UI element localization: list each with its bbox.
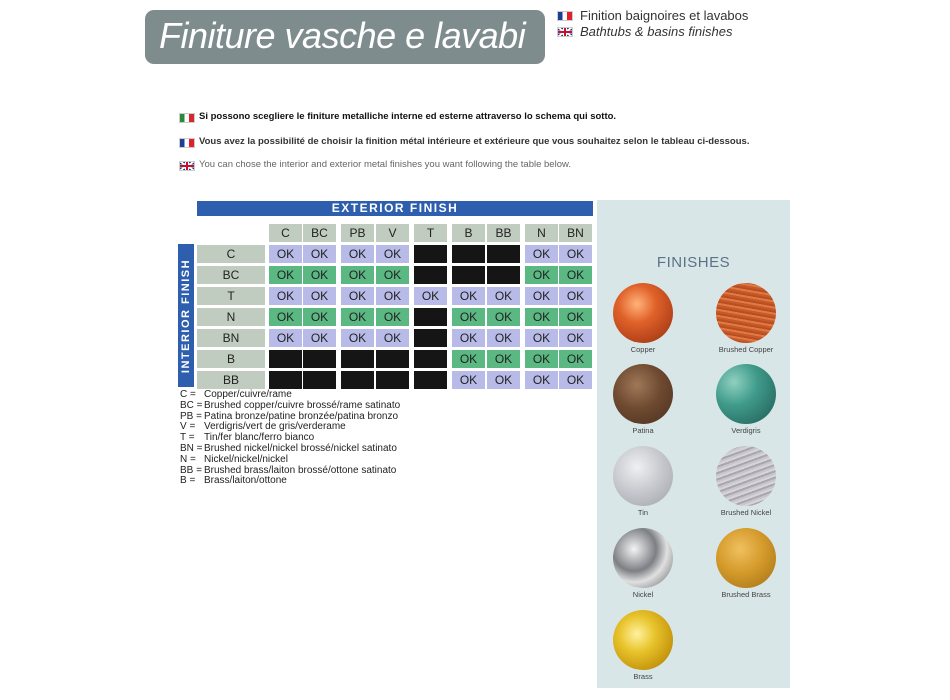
swatch-label: Tin (637, 508, 649, 517)
interior-finish-header (178, 244, 194, 387)
table-cell-ok: OK (525, 245, 558, 263)
table-cell-ok: OK (376, 329, 409, 347)
table-cell-ok: OK (376, 287, 409, 305)
table-cell-unavailable (376, 371, 409, 389)
subtitle-french: Finition baignoires et lavabos (580, 8, 749, 23)
table-cell-ok: OK (525, 266, 558, 284)
legend (180, 390, 400, 487)
swatch-label: Verdigris (731, 426, 761, 435)
table-cell-ok: OK (269, 308, 302, 326)
legend-code: BC = (180, 399, 203, 411)
legend-text: Brushed brass/laiton brossé/ottone satinato (204, 464, 397, 476)
table-cell-ok: OK (341, 245, 374, 263)
table-cell-ok: OK (559, 287, 592, 305)
column-header-t: T (414, 224, 447, 242)
title-banner (145, 10, 545, 64)
table-cell-ok: OK (303, 329, 336, 347)
table-cell-ok: OK (487, 308, 520, 326)
swatch-label: Patina (632, 426, 654, 435)
row-header-b: B (197, 350, 265, 368)
row-header-bb: BB (197, 371, 265, 389)
table-cell-unavailable (487, 245, 520, 263)
legend-code: PB = (180, 410, 202, 422)
table-cell-unavailable (269, 350, 302, 368)
column-header-b: B (452, 224, 485, 242)
table-cell-unavailable (452, 266, 485, 284)
table-cell-ok: OK (452, 371, 485, 389)
table-cell-ok: OK (452, 329, 485, 347)
swatch-label: Nickel (632, 590, 654, 599)
table-cell-ok: OK (341, 329, 374, 347)
legend-code: BN = (180, 442, 203, 454)
column-header-bb: BB (487, 224, 520, 242)
exterior-finish-header: EXTERIOR FINISH (197, 201, 593, 216)
legend-text: Patina bronze/patine bronzée/patina bronzo (204, 410, 399, 422)
italian-flag-icon (179, 113, 195, 123)
table-cell-ok: OK (487, 350, 520, 368)
table-cell-ok: OK (487, 287, 520, 305)
table-cell-ok: OK (376, 266, 409, 284)
row-header-n: N (197, 308, 265, 326)
swatch-copper (613, 283, 673, 343)
column-header-v: V (376, 224, 409, 242)
row-header-bc: BC (197, 266, 265, 284)
legend-text: Brushed copper/cuivre brossé/rame satinato (204, 399, 401, 411)
table-cell-unavailable (341, 371, 374, 389)
table-cell-ok: OK (303, 266, 336, 284)
swatch-patina (613, 364, 673, 424)
swatch-nickel (613, 528, 673, 588)
french-flag-icon (557, 11, 573, 21)
swatch-label: Brushed Nickel (720, 508, 772, 517)
table-cell-unavailable (414, 245, 447, 263)
table-cell-ok: OK (303, 245, 336, 263)
table-cell-ok: OK (559, 308, 592, 326)
instruction-french: Vous avez la possibilité de choisir la finition métal intérieure et extérieure que vous souhaitez selon le tableau ci-dessous. (199, 136, 750, 147)
swatch-brushed-nickel (716, 446, 776, 506)
table-cell-ok: OK (525, 350, 558, 368)
table-cell-ok: OK (559, 245, 592, 263)
legend-text: Copper/cuivre/rame (204, 389, 292, 400)
table-cell-unavailable (376, 350, 409, 368)
table-cell-unavailable (414, 308, 447, 326)
table-cell-unavailable (303, 350, 336, 368)
french-flag-icon (179, 138, 195, 148)
table-cell-ok: OK (341, 308, 374, 326)
legend-code: B = (180, 475, 196, 487)
table-cell-unavailable (414, 266, 447, 284)
swatch-label: Brass (633, 672, 653, 681)
legend-code: N = (180, 453, 196, 465)
table-cell-unavailable (452, 245, 485, 263)
column-header-pb: PB (341, 224, 374, 242)
table-cell-unavailable (487, 266, 520, 284)
table-cell-ok: OK (376, 308, 409, 326)
table-cell-ok: OK (525, 329, 558, 347)
legend-code: V = (180, 421, 196, 433)
table-cell-ok: OK (376, 245, 409, 263)
swatch-label: Brushed Brass (721, 590, 771, 599)
column-header-c: C (269, 224, 302, 242)
row-header-t: T (197, 287, 265, 305)
swatch-brushed-copper (716, 283, 776, 343)
table-cell-ok: OK (303, 287, 336, 305)
uk-flag-icon (179, 161, 195, 171)
table-cell-ok: OK (269, 266, 302, 284)
table-cell-ok: OK (452, 350, 485, 368)
table-cell-ok: OK (341, 266, 374, 284)
swatch-brass (613, 610, 673, 670)
legend-text: Verdigris/vert de gris/verderame (204, 421, 346, 433)
row-header-bn: BN (197, 329, 265, 347)
table-cell-ok: OK (559, 329, 592, 347)
legend-code: C = (180, 389, 196, 400)
table-cell-unavailable (269, 371, 302, 389)
table-cell-ok: OK (525, 371, 558, 389)
instruction-english: You can chose the interior and exterior metal finishes you want following the table below. (199, 159, 571, 170)
legend-item (180, 476, 400, 487)
swatch-brushed-brass (716, 528, 776, 588)
table-cell-ok: OK (303, 308, 336, 326)
table-cell-ok: OK (559, 371, 592, 389)
subtitle-english: Bathtubs & basins finishes (580, 24, 733, 39)
table-cell-ok: OK (525, 308, 558, 326)
table-cell-unavailable (341, 350, 374, 368)
legend-text: Nickel/nickel/nickel (204, 453, 288, 465)
uk-flag-icon (557, 27, 573, 37)
column-header-n: N (525, 224, 558, 242)
page-title: Finiture vasche e lavabi (159, 15, 526, 56)
table-cell-ok: OK (487, 329, 520, 347)
table-cell-unavailable (414, 371, 447, 389)
table-cell-ok: OK (341, 287, 374, 305)
table-cell-unavailable (414, 350, 447, 368)
table-cell-ok: OK (269, 329, 302, 347)
table-cell-ok: OK (269, 287, 302, 305)
legend-code: BB = (180, 464, 202, 476)
legend-text: Brushed nickel/nickel brossé/nickel satinato (204, 442, 397, 454)
finishes-panel (597, 200, 790, 688)
legend-text: Brass/laiton/ottone (204, 475, 287, 487)
table-cell-ok: OK (452, 287, 485, 305)
table-cell-ok: OK (487, 371, 520, 389)
interior-finish-label: INTERIOR FINISH (180, 258, 192, 373)
legend-code: T = (180, 432, 195, 444)
swatch-verdigris (716, 364, 776, 424)
row-header-c: C (197, 245, 265, 263)
table-cell-unavailable (303, 371, 336, 389)
table-cell-ok: OK (559, 266, 592, 284)
column-header-bc: BC (303, 224, 336, 242)
table-cell-ok: OK (414, 287, 447, 305)
table-cell-ok: OK (269, 245, 302, 263)
swatch-label: Copper (630, 345, 656, 354)
table-cell-ok: OK (525, 287, 558, 305)
table-cell-ok: OK (452, 308, 485, 326)
table-cell-ok: OK (559, 350, 592, 368)
legend-text: Tin/fer blanc/ferro bianco (204, 432, 315, 444)
finishes-title: FINISHES (656, 254, 731, 271)
swatch-label: Brushed Copper (718, 345, 774, 354)
swatch-tin (613, 446, 673, 506)
column-header-bn: BN (559, 224, 592, 242)
instruction-italian: Si possono scegliere le finiture metalliche interne ed esterne attraverso lo schema qui sotto. (199, 111, 617, 122)
table-cell-unavailable (414, 329, 447, 347)
